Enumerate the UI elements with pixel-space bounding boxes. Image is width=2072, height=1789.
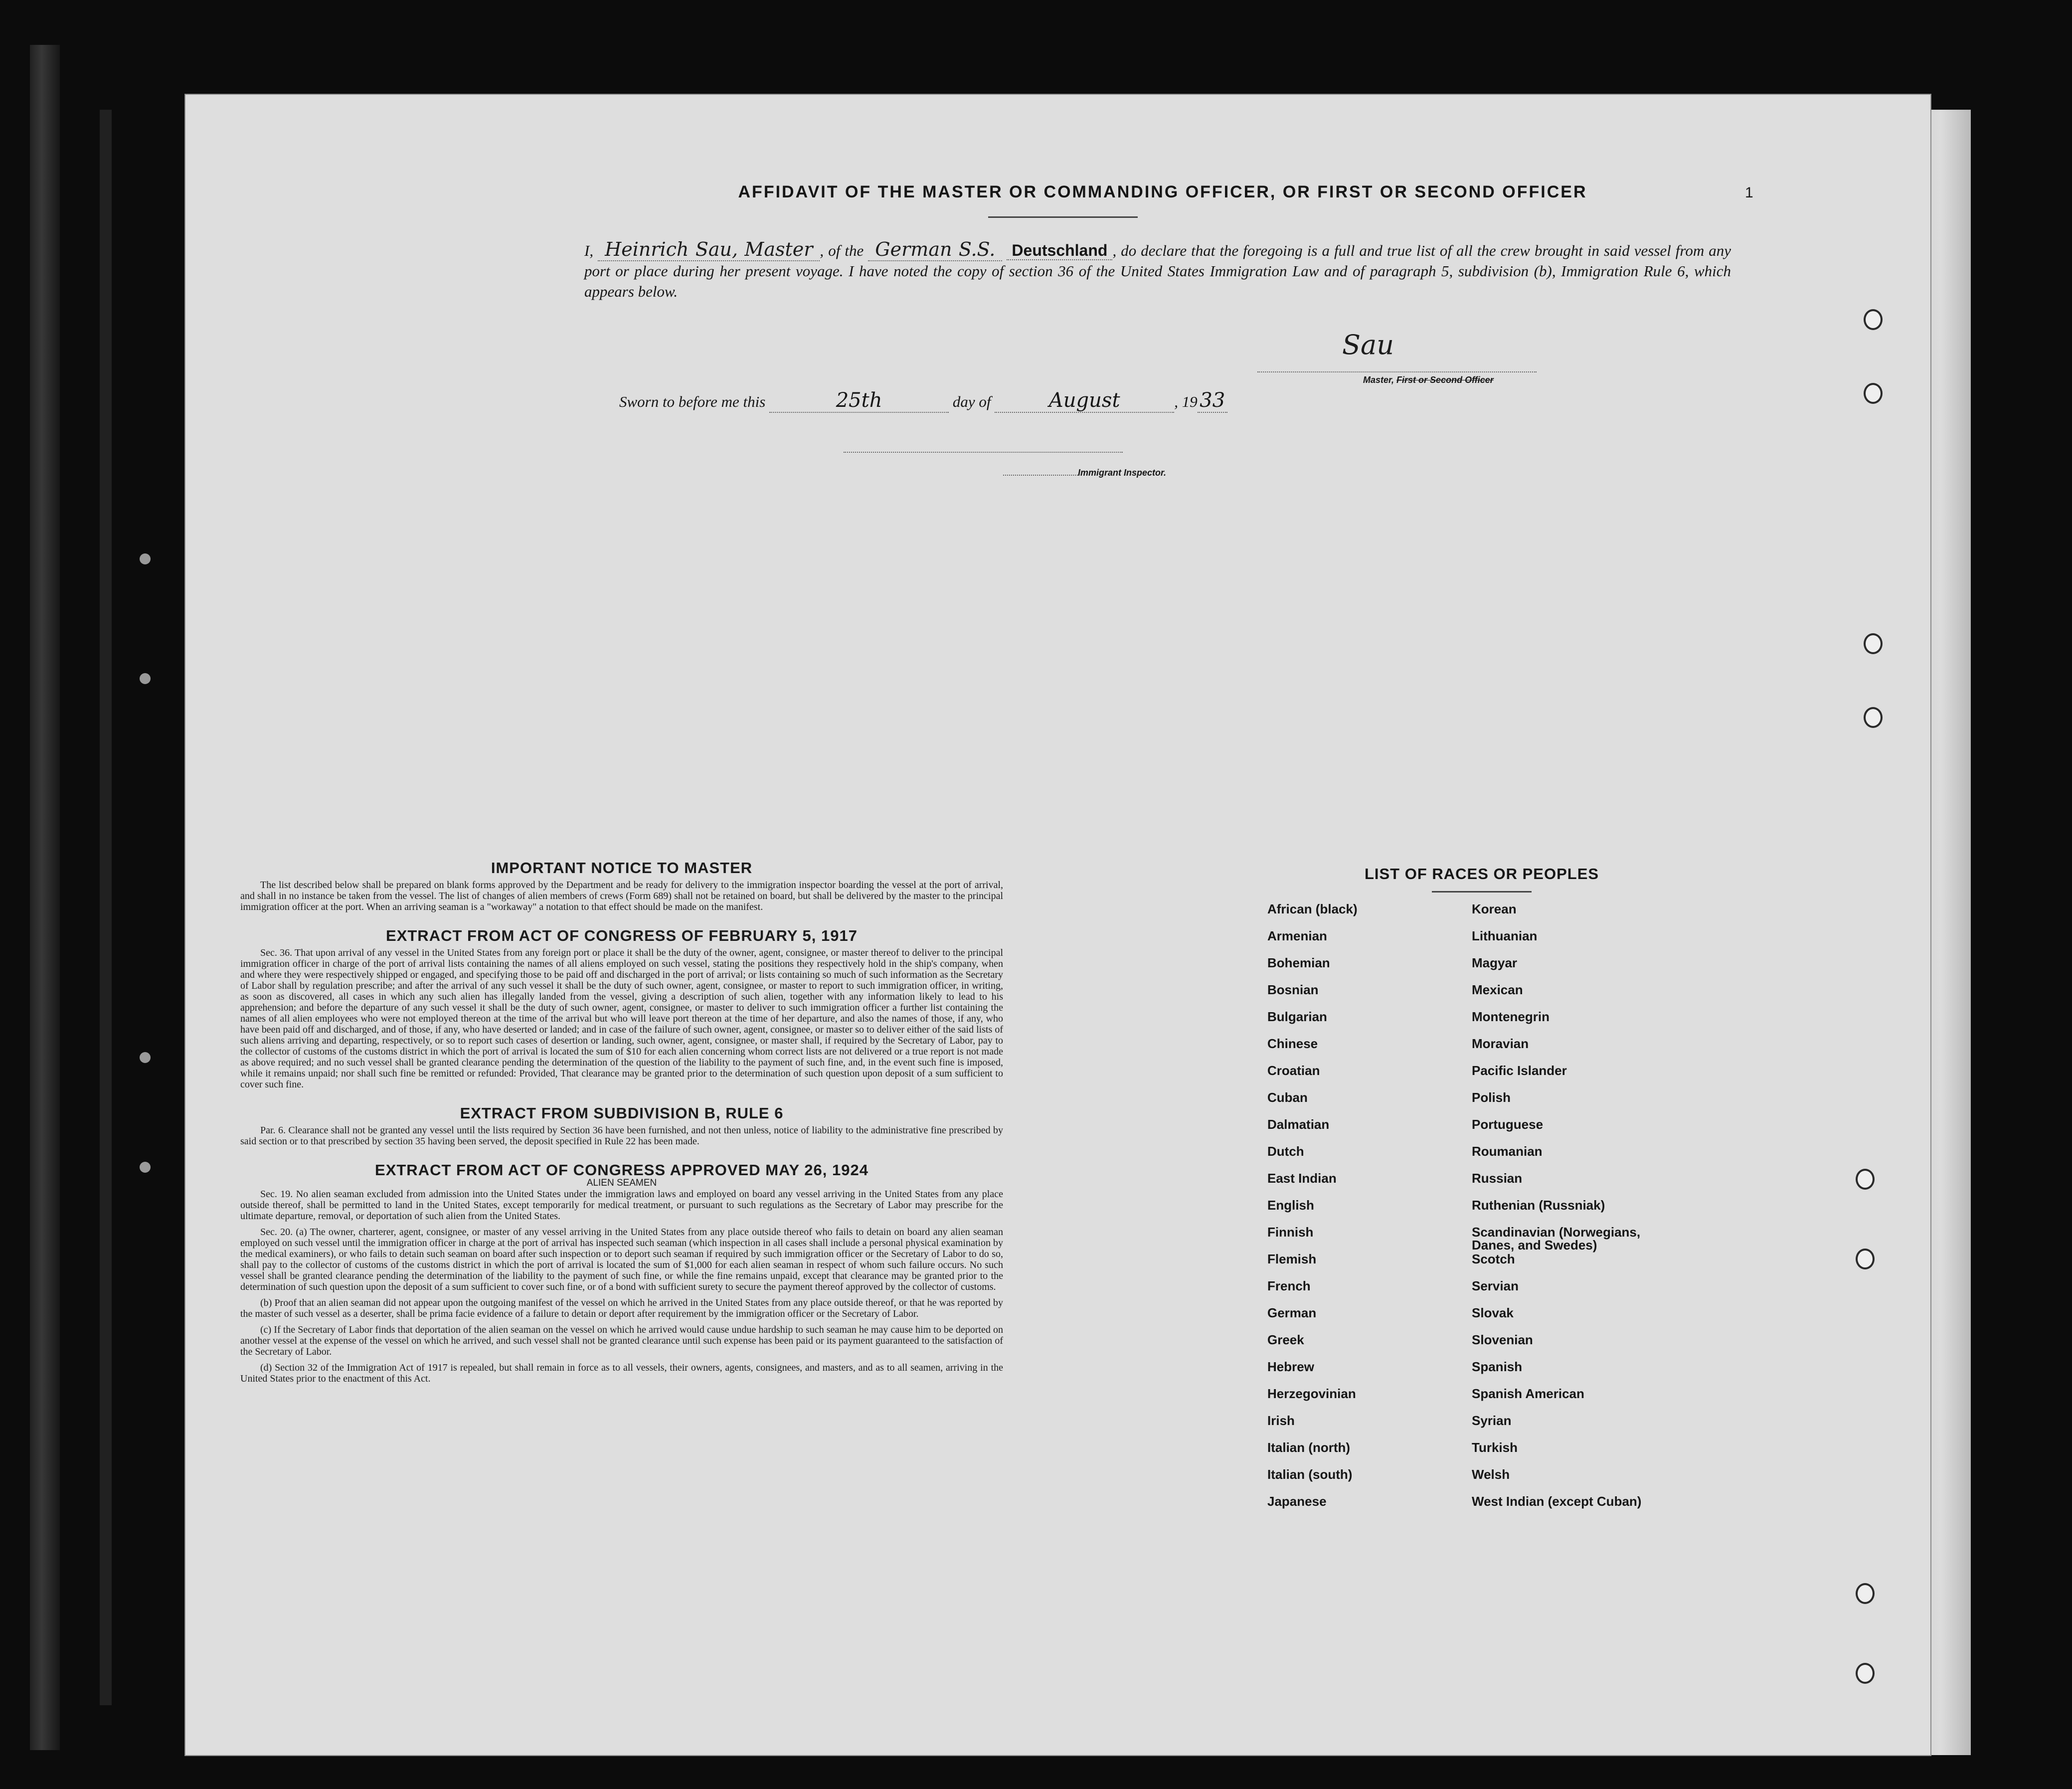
ship-name-field: Deutschland (1007, 241, 1112, 260)
signature-caption-master: Master, (1363, 375, 1397, 385)
master-signature: Sau (1342, 329, 1394, 360)
punch-hole (1864, 707, 1883, 728)
race-list-item: Servian (1472, 1278, 1519, 1293)
sworn-prefix: Sworn to before me this (619, 393, 766, 410)
race-list-item: Portuguese (1472, 1117, 1544, 1132)
race-list-item: French (1267, 1278, 1311, 1293)
film-perforation (140, 1052, 151, 1063)
race-list-item: Chinese (1267, 1036, 1318, 1051)
race-list-item: Scandinavian (Norwegians, Danes, and Swedes) (1472, 1225, 1641, 1252)
race-list-item: Dutch (1267, 1144, 1304, 1159)
act-1917-heading: EXTRACT FROM ACT OF CONGRESS OF FEBRUARY 5, 1917 (386, 927, 858, 944)
i-label: I, (584, 242, 594, 259)
race-list-item: Finnish (1267, 1225, 1314, 1240)
punch-hole (1856, 1583, 1875, 1604)
race-list-item: Cuban (1267, 1090, 1308, 1105)
act-1917-text: Sec. 36. That upon arrival of any vessel in the United States from any foreign port or place it shall be the duty of the owner, agent, consignee, or master thereof to deliver to the principal immigration officer in charge of the port of arrival lists containing the names of all aliens employed on such vessel, stating the positions they respectively hold in the ship's company, when and where they were respectively shipped or engaged, and specifying those to be paid off and discharged in the port of arrival; or lists containing so much of such information as the Secretary of Labor shall by regulation prescribe; and after the arrival of any such vessel it shall be the duty of such owner, agent, consignee, or master to report to such immigration officer, in writing, as soon as discovered, all cases in which any such alien has illegally landed from the vessel, giving a description of such alien, together with any information likely to lead to his apprehension; and before the departure of any such vessel it shall be the duty of such owner, agent, consignee, or master to deliver to such immigration officer a further list containing the names of all alien employees who were not employed thereon at the time of the arrival but who will leave port thereon at the time of her departure, and also the names of those, if any, who have been paid off and discharged, and of those, if any, who have deserted or landed; and in case of the failure of such owner, agent, consignee, or master so to deliver either of the said lists of such aliens arriving and departing, respectively, or so to report such cases of desertion or landing, such owner, agent, consignee, or master shall, if required by the Secretary of Labor, pay to the collector of customs of the customs district in which the port of arrival is located the sum of $10 for each alien concerning whom correct lists are not delivered or a true report is not made as above required; and no such vessel shall be granted clearance pending the determination of the question of the liability to the payment of such fine, and, in the event such fine is imposed, while it remains unpaid; nor shall such fine be remitted or refunded: Provided, That clearance may be granted prior to the determination of such question upon deposit of a sum sufficient to cover such fine. (240, 947, 1003, 1090)
title-rule (988, 216, 1138, 218)
sec-20d-text: (d) Section 32 of the Immigration Act of 1917 is repealed, but shall remain in force as to all vessels, their owners, agents, consignees, and masters, and as to all seamen, arriving in the United States prior to the enactment of this Act. (240, 1362, 1003, 1384)
sworn-year-prefix: , 19 (1174, 393, 1198, 410)
notice-intro: The list described below shall be prepared on blank forms approved by the Department and be ready for delivery to the immigration inspector boarding the vessel at the port of arrival, and shall in no instance be taken from the vessel. The list of changes of alien members of crews (Form 689) shall not be retained on board, but shall be delivered by the master to the principal immigration officer at the port. When an arriving seaman is a "workaway" a notation to that effect should be made on the manifest. (240, 880, 1003, 912)
race-list-item: Syrian (1472, 1413, 1512, 1428)
race-list-item: Roumanian (1472, 1144, 1543, 1159)
race-list-item: Spanish (1472, 1359, 1523, 1374)
race-list-item: Herzegovinian (1267, 1386, 1356, 1401)
declaration-text: do declare that the foregoing is a full and true list of all the crew brought in said vessel from any port or place during her present voyage. I have noted the copy of section 36 of the United States Immigration Law and of paragraph 5, subdivision (b), Immigration Rule 6, which appears below. (584, 242, 1731, 300)
film-perforation (140, 673, 151, 684)
race-list-item: Magyar (1472, 955, 1518, 970)
signature-caption-officer: First or Second Officer (1396, 375, 1494, 385)
races-section (1257, 865, 1706, 1509)
race-list-item: Turkish (1472, 1440, 1518, 1455)
sec-20b-text: (b) Proof that an alien seaman did not appear upon the outgoing manifest of the vessel on which he arrived in the United States from any place outside thereof, or that he was reported by the master of such vessel as a deserter, shall be prima facie evidence of a failure to detain or deport after requirement by the immigration officer or the Secretary of Labor. (240, 1297, 1003, 1319)
races-column-left (1267, 902, 1477, 1522)
races-rule (1432, 891, 1532, 893)
sworn-year-field: 33 (1198, 389, 1227, 413)
master-name-field: Heinrich Sau, Master (598, 238, 820, 261)
film-perforation (140, 1162, 151, 1173)
races-heading: LIST OF RACES OR PEOPLES (1364, 865, 1599, 883)
race-list-item: Polish (1472, 1090, 1511, 1105)
race-list-item: West Indian (except Cuban) (1472, 1494, 1642, 1509)
race-list-item: Mexican (1472, 982, 1523, 997)
race-list-item: Welsh (1472, 1467, 1510, 1482)
document-page (185, 95, 1930, 1755)
act-1924-subheading: ALIEN SEAMEN (586, 1178, 657, 1188)
race-list-item: Ruthenian (Russniak) (1472, 1198, 1605, 1213)
race-list-item: Armenian (1267, 928, 1327, 943)
race-list-item: Lithuanian (1472, 928, 1538, 943)
race-list-item: Japanese (1267, 1494, 1327, 1509)
race-list-item: Bosnian (1267, 982, 1319, 997)
race-list-item: Italian (south) (1267, 1467, 1353, 1482)
punch-hole (1864, 309, 1883, 330)
race-list-item: East Indian (1267, 1171, 1337, 1186)
inspector-caption: Immigrant Inspector. (1078, 468, 1167, 478)
punch-hole (1864, 383, 1883, 404)
notice-heading: IMPORTANT NOTICE TO MASTER (491, 859, 753, 877)
race-list-item: Slovenian (1472, 1332, 1533, 1347)
race-list-item: Irish (1267, 1413, 1295, 1428)
signature-caption (1363, 375, 1494, 385)
race-list-item: Montenegrin (1472, 1009, 1550, 1024)
sec-20c-text: (c) If the Secretary of Labor finds that deportation of the alien seaman on the vessel on which he arrived would cause undue hardship to such seaman he may cause him to be deported on another vessel at the expense of the vessel on which he arrived, and such vessel shall not be granted clearance until such expense has been paid or its payment guaranteed to the satisfaction of the Secretary of Labor. (240, 1324, 1003, 1357)
race-list-item: Pacific Islander (1472, 1063, 1567, 1078)
affidavit-title: AFFIDAVIT OF THE MASTER OR COMMANDING OFFICER, OR FIRST OR SECOND OFFICER (738, 182, 1587, 201)
sec-19-text: Sec. 19. No alien seaman excluded from admission into the United States under the immigration laws and employed on board any vessel arriving in the United States from any place outside thereof, shall be permitted to land in the United States, except temporarily for medical treatment, or pursuant to such regulations as the Secretary of Labor may prescribe for the ultimate departure, removal, or deportation of such alien from the United States. (240, 1189, 1003, 1222)
race-list-item: German (1267, 1305, 1317, 1320)
vessel-type-field: German S.S. (868, 238, 1002, 261)
race-list-item: Korean (1472, 901, 1517, 916)
race-list-item: Dalmatian (1267, 1117, 1330, 1132)
punch-hole (1856, 1663, 1875, 1684)
race-list-item: Bohemian (1267, 955, 1330, 970)
of-the-label: , of the (820, 242, 864, 259)
races-column-right (1472, 902, 1681, 1522)
punch-hole (1856, 1169, 1875, 1190)
sworn-month-field: August (995, 389, 1174, 413)
race-list-item: Greek (1267, 1332, 1304, 1347)
sworn-day-field: 25th (769, 389, 949, 413)
rule-6-text: Par. 6. Clearance shall not be granted any vessel until the lists required by Section 36 have been furnished, and not then unless, notice of liability to the administrative fine prescribed by said section or to that prescribed by section 35 having been served, the deposit specified in Rule 22 has been made. (240, 1125, 1003, 1147)
race-list-item: African (black) (1267, 901, 1358, 916)
declaration-paragraph: I, Heinrich Sau, Master , of the German S.S. Deutschland , do declare that the foregoing is a full and true list of all the crew brought in said vessel from any port or place during her present voyage. I have noted the copy of section 36 of the United States Immigration Law and of paragraph 5, subdivision (b), Immigration Rule 6, which appears below. (584, 238, 1731, 300)
race-list-item: Russian (1472, 1171, 1523, 1186)
race-list-item: English (1267, 1198, 1314, 1213)
film-edge-strip (30, 45, 60, 1750)
film-edge-strip-inner (100, 110, 112, 1705)
sworn-line (619, 389, 1227, 413)
race-list-item: Italian (north) (1267, 1440, 1351, 1455)
race-list-item: Hebrew (1267, 1359, 1314, 1374)
race-list-item: Spanish American (1472, 1386, 1584, 1401)
signature-line (1257, 371, 1537, 372)
film-perforation (140, 553, 151, 564)
race-list-item: Bulgarian (1267, 1009, 1327, 1024)
race-list-item: Moravian (1472, 1036, 1529, 1051)
page-number: 1 (1745, 184, 1753, 201)
rule-6-heading: EXTRACT FROM SUBDIVISION B, RULE 6 (460, 1104, 784, 1122)
race-list-item: Slovak (1472, 1305, 1514, 1320)
act-1924-heading: EXTRACT FROM ACT OF CONGRESS APPROVED MAY 26, 1924 (375, 1161, 868, 1179)
inspector-signature-line (844, 452, 1123, 453)
sworn-day-label: day of (952, 393, 991, 410)
notice-section (240, 859, 1003, 1389)
race-list-item: Scotch (1472, 1252, 1515, 1266)
sec-20a-text: Sec. 20. (a) The owner, charterer, agent, consignee, or master of any vessel arriving in the United States from any place outside thereof who fails to detain on board any alien seaman employed on such vessel until the immigration officer in charge at the port of arrival has inspected such seaman (which inspection in all cases shall include a personal physical examination by the medical examiners), or who fails to detain such seaman on board after such inspection or to deport such seaman if required by such immigration officer or the Secretary of Labor to do so, shall pay to the collector of customs of the customs district in which the port of arrival is located the sum of $1,000 for each alien seaman in respect of whom such failure occurs. No such vessel shall be granted clearance pending the determination of the liability to the payment of such fine, or while the fine remains unpaid, except that clearance may be granted prior to the determination of such question upon the deposit of a sum sufficient to cover such fine, or of a bond with sufficient surety to secure the payment thereof approved by the collector of customs. (240, 1227, 1003, 1292)
punch-hole (1856, 1249, 1875, 1269)
punch-hole (1864, 633, 1883, 654)
race-list-item: Croatian (1267, 1063, 1320, 1078)
race-list-item: Flemish (1267, 1252, 1317, 1266)
inspector-caption-line (1003, 475, 1078, 476)
